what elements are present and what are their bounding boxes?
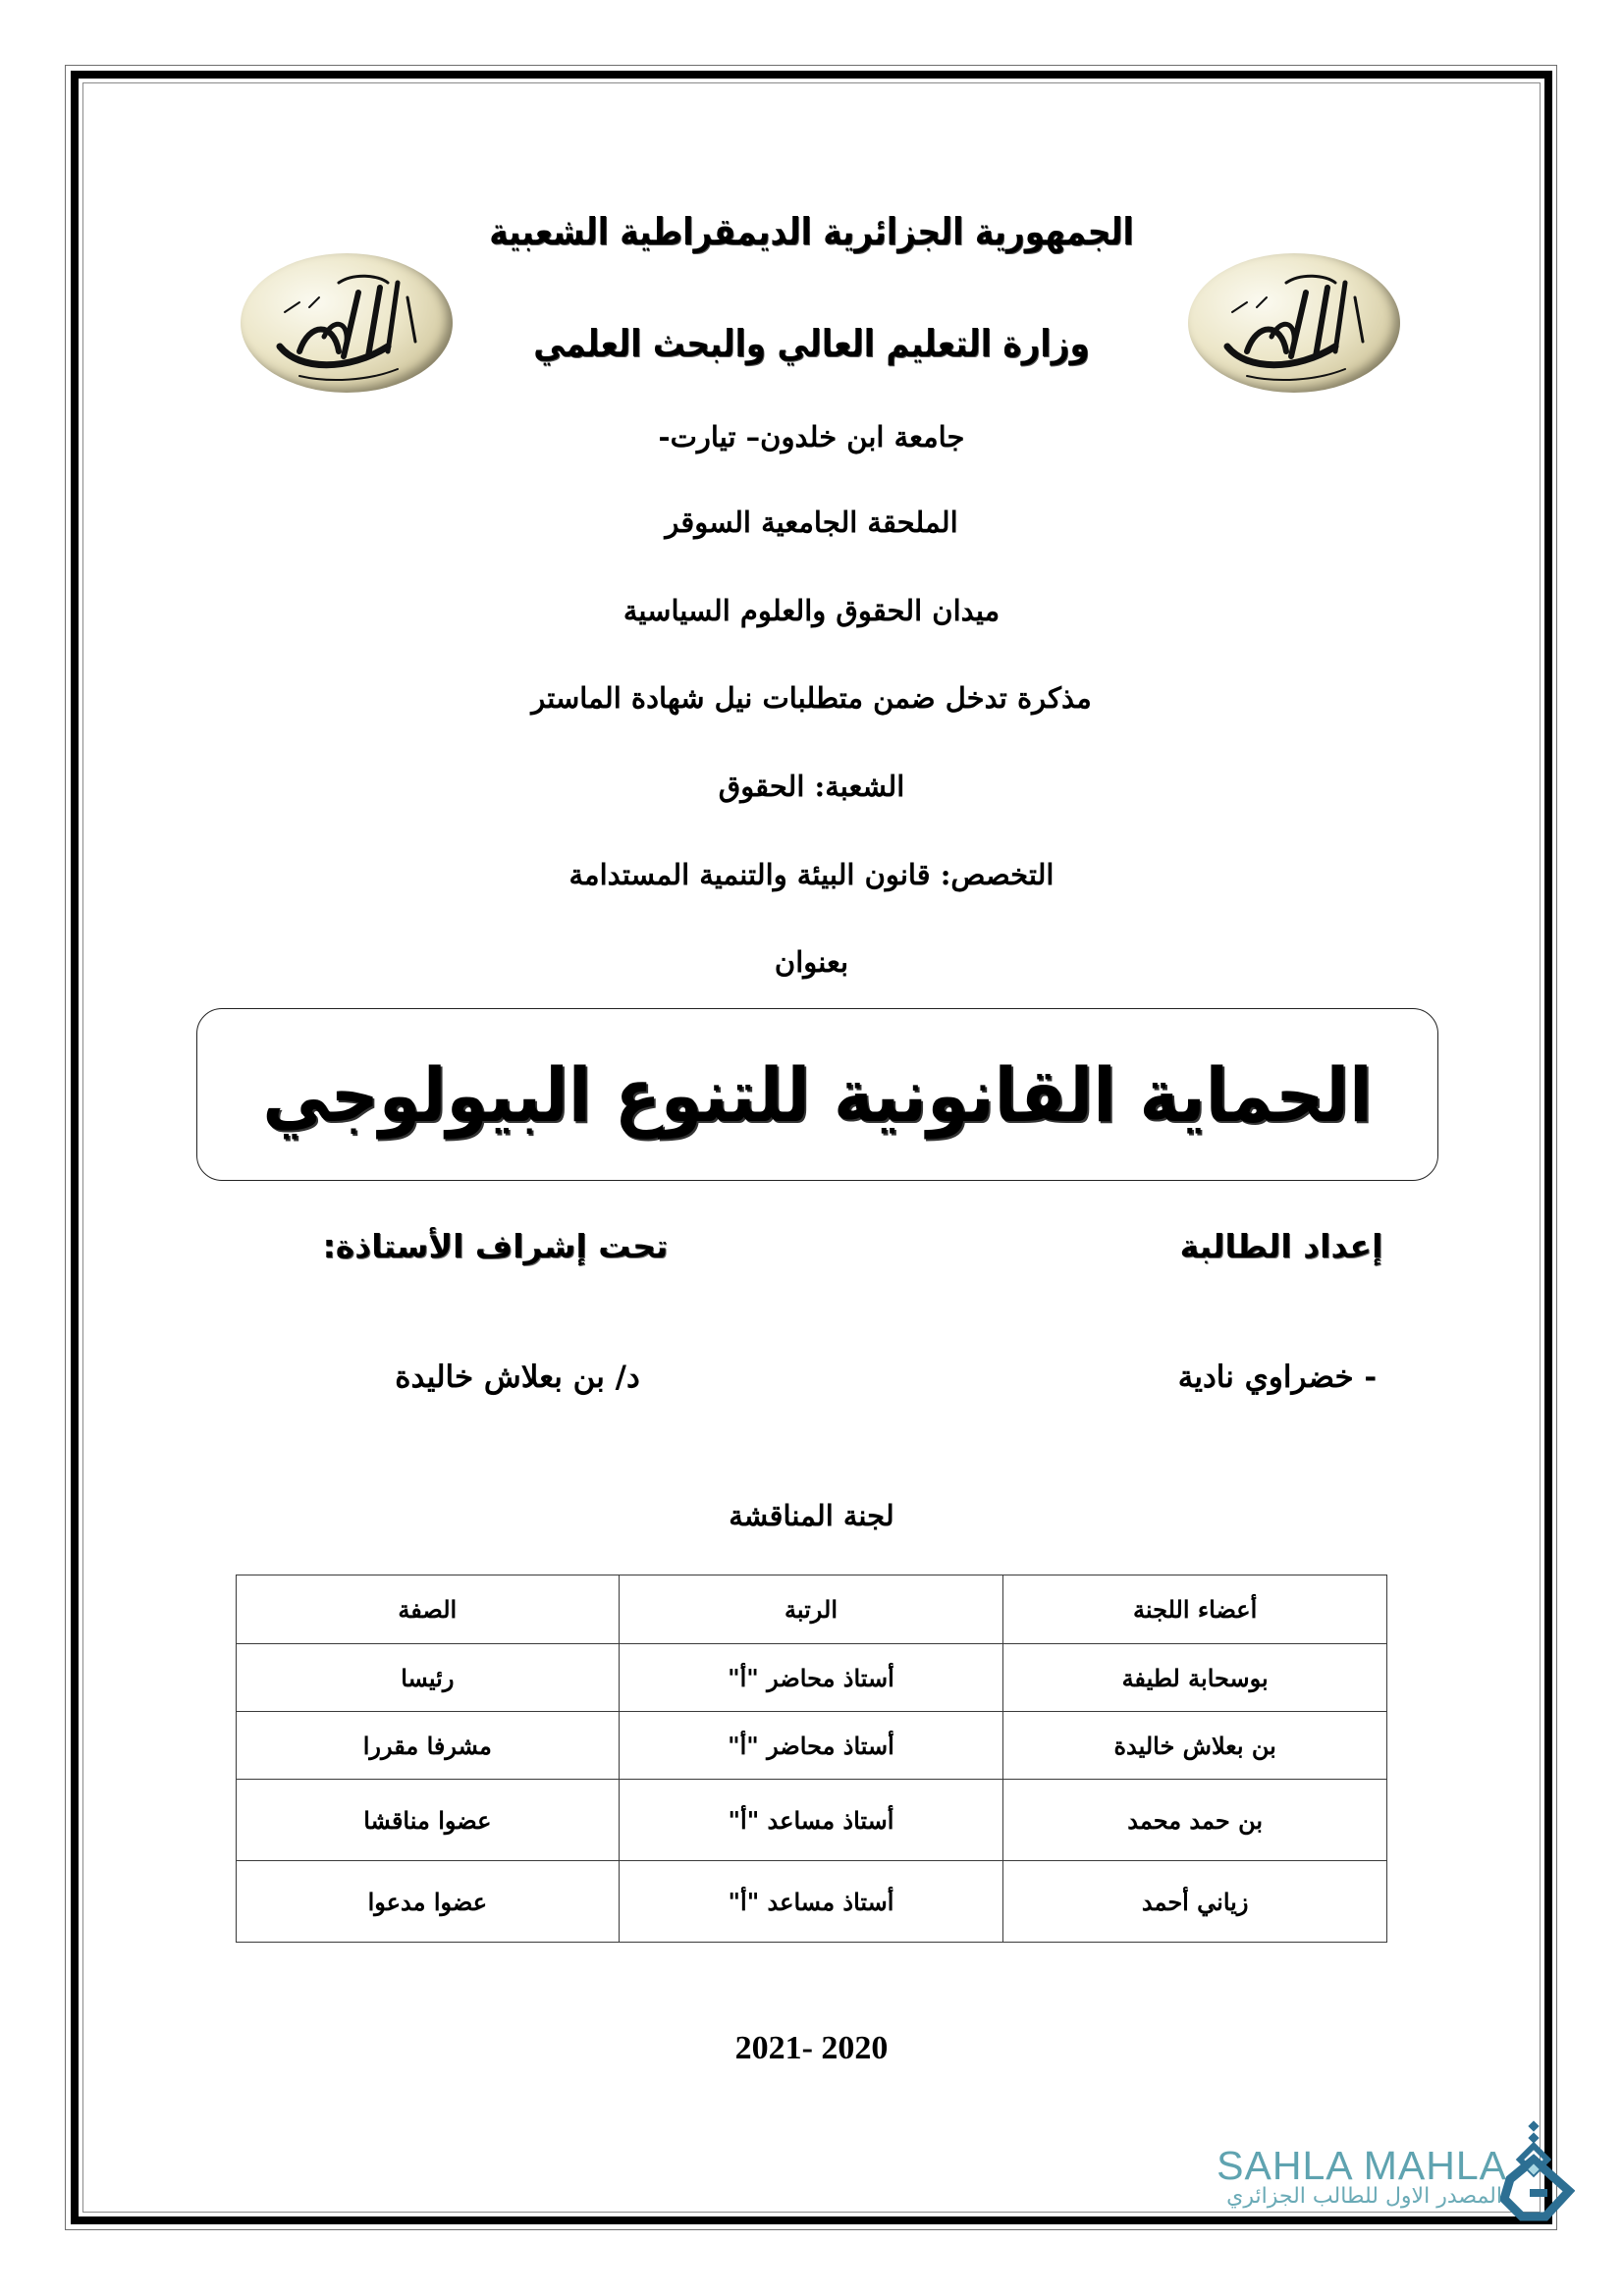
member-role: عضوا مناقشا (237, 1780, 620, 1861)
specialty: التخصص: قانون البيئة والتنمية المستدامة (568, 858, 1055, 891)
supervisor-label: تحت إشراف الأستاذة: (322, 1227, 669, 1265)
table-row (237, 1780, 1387, 1861)
field-name: ميدان الحقوق والعلوم السياسية (622, 594, 1001, 627)
student-name: - خضراوي نادية (1177, 1360, 1378, 1395)
watermark-brand: SAHLA MAHLA (1217, 2143, 1507, 2188)
ministry-name: وزارة التعليم العالي والبحث العلمي (533, 322, 1090, 365)
member-rank: أستاذ مساعد "أ" (619, 1780, 1003, 1861)
member-rank: أستاذ محاضر "أ" (619, 1644, 1003, 1712)
sahla-mahla-logo-icon (1500, 2120, 1575, 2228)
member-name: زياني أحمد (1003, 1861, 1387, 1943)
annex-name: الملحقة الجامعية السوقر (665, 506, 958, 539)
table-row (237, 1712, 1387, 1780)
member-role: عضوا مدعوا (237, 1861, 620, 1943)
thesis-purpose: مذكرة تدخل ضمن متطلبات نيل شهادة الماستر (531, 681, 1092, 715)
committee-table (236, 1575, 1387, 1943)
column-header-rank: الرتبة (619, 1575, 1003, 1644)
member-name: بن حمد محمد (1003, 1780, 1387, 1861)
table-row (237, 1644, 1387, 1712)
thesis-title: الحماية القانونية للتنوع البيولوجي (262, 1050, 1373, 1139)
member-role: مشرفا مقررا (237, 1712, 620, 1780)
republic-name: الجمهورية الجزائرية الديمقراطية الشعبية (489, 210, 1134, 253)
branch: الشعبة: الحقوق (718, 770, 905, 803)
table-row (237, 1861, 1387, 1943)
column-header-role: الصفة (237, 1575, 620, 1644)
academic-year: 2021- 2020 (734, 2030, 889, 2066)
column-header-members: أعضاء اللجنة (1003, 1575, 1387, 1644)
member-rank: أستاذ مساعد "أ" (619, 1861, 1003, 1943)
title-intro: بعنوان (774, 945, 849, 979)
committee-heading: لجنة المناقشة (729, 1499, 894, 1532)
student-label: إعداد الطالبة (1179, 1227, 1383, 1265)
table-header-row (237, 1575, 1387, 1644)
member-name: بن بعلاش خاليدة (1003, 1712, 1387, 1780)
university-name: جامعة ابن خلدون– تيارت- (658, 420, 965, 454)
watermark-tagline: المصدر الاول للطالب الجزائري (1226, 2184, 1502, 2209)
thesis-title-box (196, 1008, 1438, 1181)
member-name: بوسحابة لطيفة (1003, 1644, 1387, 1712)
supervisor-name: د/ بن بعلاش خاليدة (395, 1360, 640, 1395)
member-rank: أستاذ محاضر "أ" (619, 1712, 1003, 1780)
member-role: رئيسا (237, 1644, 620, 1712)
